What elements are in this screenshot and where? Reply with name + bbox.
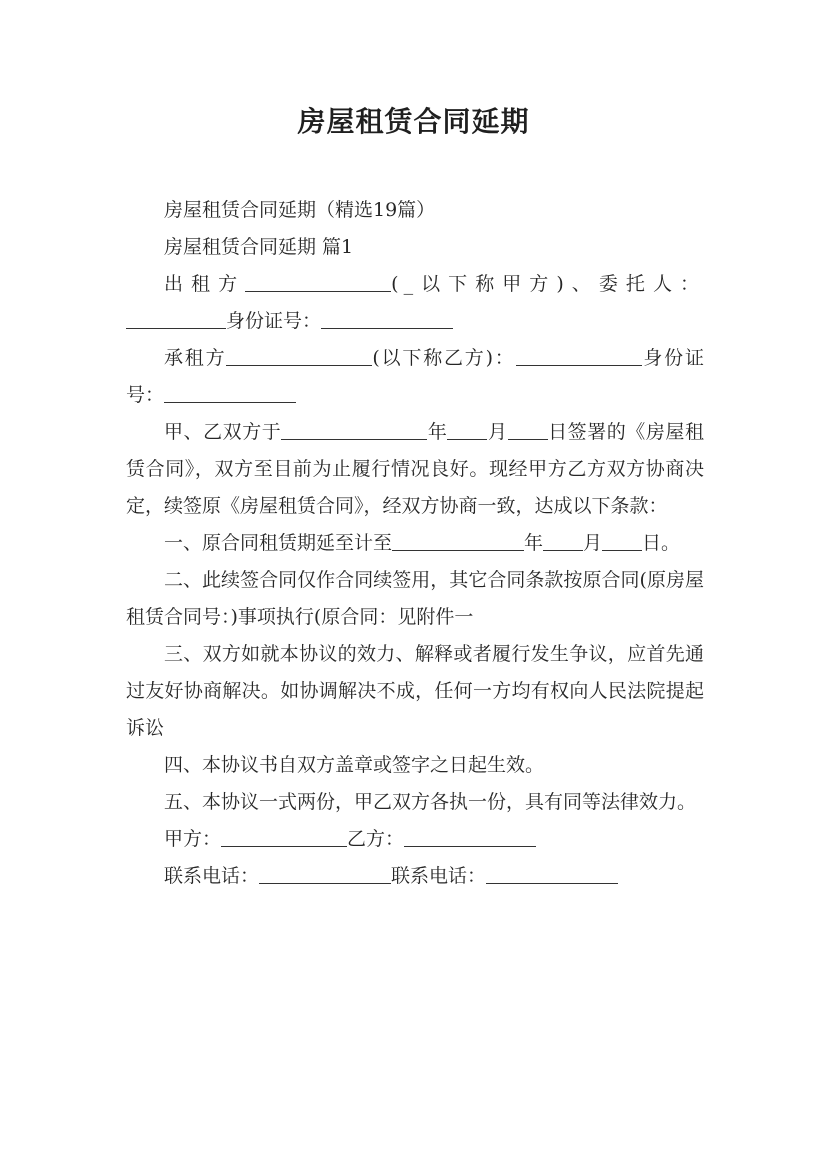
clause-1-day-label: 日。 [642, 532, 681, 554]
contact-line [126, 858, 704, 895]
party-b-label: 乙方： [347, 828, 405, 850]
clause-1-month-blank [543, 531, 583, 550]
lessor-name-blank [245, 272, 391, 291]
clause-1-year-blank [392, 531, 524, 550]
signature-line [126, 821, 704, 858]
lessor-paragraph [126, 266, 704, 340]
party-a-blank [221, 827, 347, 846]
lessor-id-label: 身份证号： [226, 310, 322, 332]
party-a-label: 甲方： [164, 828, 222, 850]
intro-year-label: 年 [427, 421, 448, 443]
phone-a-blank [259, 864, 391, 883]
intro-paragraph [126, 414, 704, 525]
document-body [126, 192, 704, 895]
clause-1-day-blank [602, 531, 642, 550]
party-b-blank [404, 827, 536, 846]
section-heading: 房屋租赁合同延期 篇1 [164, 236, 354, 258]
lessee-label: 承租方 [164, 347, 227, 369]
intro-month-blank [447, 420, 487, 439]
lessor-after-blank: (_以下称甲方)、委托人： [391, 273, 704, 295]
lessee-name-blank [226, 346, 372, 365]
intro-prefix: 甲、乙双方于 [164, 421, 282, 443]
lessee-name-blank-2 [516, 346, 642, 365]
document-title: 房屋租赁合同延期 [297, 105, 530, 138]
clause-1-month-label: 月 [583, 532, 603, 554]
lessee-id-label: 身份证号： [126, 347, 704, 406]
agent-name-blank [126, 309, 226, 328]
lessee-paragraph [126, 340, 704, 414]
clause-1 [126, 525, 704, 562]
phone-b-label: 联系电话： [391, 865, 487, 887]
clause-4: 四、本协议书自双方盖章或签字之日起生效。 [164, 754, 545, 776]
lessor-label: 出租方 [164, 273, 246, 295]
clause-3: 三、双方如就本协议的效力、解释或者履行发生争议，应首先通过友好协商解决。如协调解决不成，任何一方均有权向人民法院提起诉讼 [126, 643, 704, 739]
intro-month-label: 月 [487, 421, 508, 443]
clause-1-year-label: 年 [524, 532, 544, 554]
clause-5: 五、本协议一式两份，甲乙双方各执一份，具有同等法律效力。 [164, 791, 697, 813]
phone-b-blank [486, 864, 618, 883]
phone-a-label: 联系电话： [164, 865, 260, 887]
intro-year-blank [281, 420, 427, 439]
clause-1-prefix: 一、原合同租赁期延至计至 [164, 532, 393, 554]
lessee-after-blank: (以下称乙方)： [372, 347, 516, 369]
document-subtitle: 房屋租赁合同延期（精选19篇） [164, 199, 436, 221]
clause-2: 二、此续签合同仅作合同续签用，其它合同条款按原合同(原房屋租赁合同号：)事项执行(原合同：见附件一 [126, 569, 704, 628]
lessor-id-blank [321, 309, 453, 328]
lessee-id-blank [164, 383, 296, 402]
intro-day-blank [508, 420, 548, 439]
intro-day-suffix: 日签署的《房屋租赁合同》，双方至目前为止履行情况良好。现经甲方乙方双方协商决定，续签原《房屋租赁合同》，经双方协商一致，达成以下条款： [126, 421, 704, 517]
